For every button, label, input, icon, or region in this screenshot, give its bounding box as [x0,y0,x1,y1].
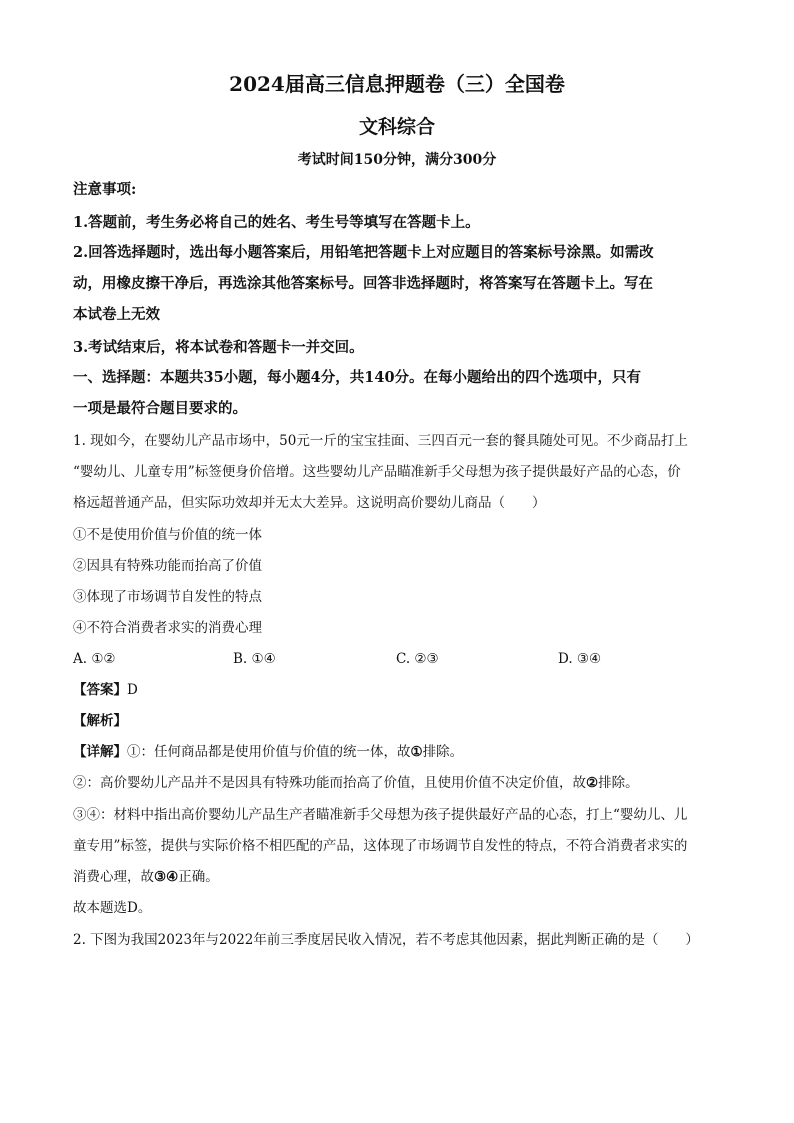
q1-detail-3-line-2: 童专用”标签，提供与实际价格不相匹配的产品，这体现了市场调节自发性的特点，不符合消费者求实的 [73,838,688,854]
answer-tag: 【答案】 [73,682,127,698]
q1-detail-3-line-1: ③④：材料中指出高价婴幼儿产品生产者瞄准新手父母想为孩子提供最好产品的心态，打上“婴幼儿、儿 [73,807,688,823]
exam-info: 考试时间150分钟，满分300分 [297,152,497,168]
q1-option-d: D. ③④ [558,651,602,667]
detail-1-mark: ① [410,744,423,760]
detail-1-text: ①：任何商品都是使用价值与价值的统一体，故 [127,744,411,760]
q1-detail-3-line-3 [73,867,723,887]
notice-heading: 注意事项: [73,181,137,198]
q1-statement-4: ④不符合消费者求实的消费心理 [73,620,262,636]
detail-3-mark: ③④ [154,869,179,885]
q1-option-c: C. ②③ [396,651,439,667]
detail-3-end: 正确。 [178,869,219,885]
q1-option-b: B. ①④ [233,651,276,667]
detail-3-text: 消费心理，故 [73,869,154,885]
q1-stem-line-3: 格远超普通产品，但实际功效却并无太大差异。这说明高价婴幼儿商品（ ） [73,495,546,511]
section-heading-line-1: 一、选择题：本题共35小题，每小题4分，共140分。在每小题给出的四个选项中，只有 [73,369,642,386]
detail-2-end: 排除。 [598,775,639,791]
q1-detail-2 [73,773,723,793]
q1-option-a: A. ①② [73,651,116,667]
q1-statement-3: ③体现了市场调节自发性的特点 [73,589,262,605]
q1-statement-2: ②因具有特殊功能而抬高了价值 [73,558,262,574]
notice-item-1: 1.答题前，考生务必将自己的姓名、考生号等填写在答题卡上。 [73,214,480,231]
detail-1-end: 排除。 [422,744,464,760]
q1-stem-line-1: 1. 现如今，在婴幼儿产品市场中，50元一斤的宝宝挂面、三四百元一套的餐具随处可见。不少商品打上 [73,433,688,449]
section-heading-line-2: 一项是最符合题目要求的。 [73,400,247,417]
notice-item-2-line-3: 本试卷上无效 [73,306,160,323]
q1-stem-line-2: “婴幼儿、儿童专用”标签便身价倍增。这些婴幼儿产品瞄准新手父母想为孩子提供最好产品的心态，价 [73,464,681,480]
analysis-tag: 【解析】 [73,713,127,729]
q1-options [73,649,723,669]
subject-title: 文科综合 [358,116,435,138]
notice-item-2-line-2: 动，用橡皮擦干净后，再选涂其他答案标号。回答非选择题时，将答案写在答题卡上。写在 [73,275,653,292]
exam-title: 2024届高三信息押题卷（三）全国卷 [229,72,565,96]
detail-2-mark: ② [586,775,599,791]
notice-item-2-line-1: 2.回答选择题时，选出每小题答案后，用铅笔把答题卡上对应题目的答案标号涂黑。如需改 [73,244,654,261]
q1-conclusion: 故本题选D。 [73,900,152,916]
q1-detail-1 [73,742,723,762]
q1-analysis [73,711,723,731]
detail-2-text: ②：高价婴幼儿产品并不是因具有特殊功能而抬高了价值，且使用价值不决定价值，故 [73,775,586,791]
answer-value: D [127,682,138,698]
detail-tag: 【详解】 [73,744,127,760]
q1-answer [73,680,723,700]
q1-statement-1: ①不是使用价值与价值的统一体 [73,527,262,543]
q2-stem-line-1: 2. 下图为我国2023年与2022年前三季度居民收入情况，若不考虑其他因素，据此判断正确的是（ ） [73,932,699,948]
notice-item-3: 3.考试结束后，将本试卷和答题卡一并交回。 [73,339,364,356]
